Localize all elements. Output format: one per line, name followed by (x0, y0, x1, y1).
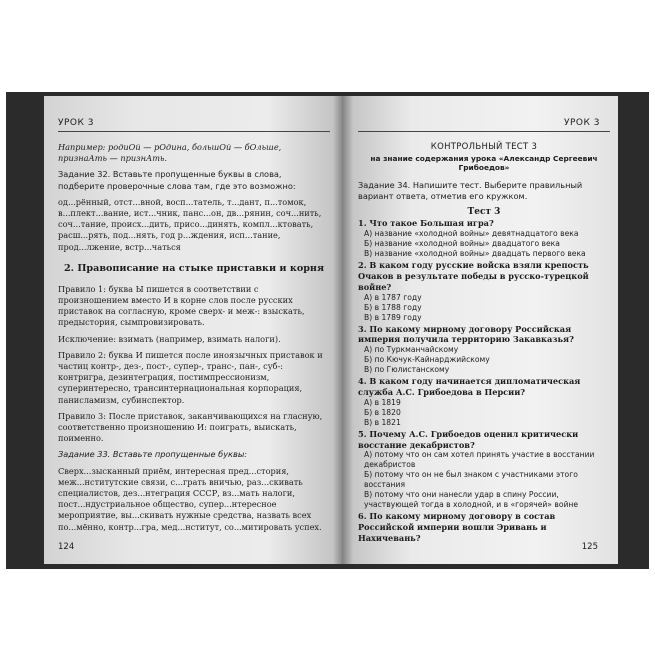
answer-option[interactable]: В) название «холодной войны» двадцать первого века (364, 249, 586, 259)
left-page-number: 124 (58, 542, 75, 552)
answer-option[interactable]: В) по Гюлистанскому (364, 365, 450, 375)
question-block (358, 511, 610, 543)
rule-2: Правило 2: буква И пишется после иноязычных приставок и частиц контр-, дез-, пост-, супер-, транс-, пан-, суб-: контригра, дезинтеграция, постимпрессионизм, суперинтересно, трансинтернациональная корпорация, панисламизм, субинспектор. (58, 349, 323, 405)
right-page (342, 96, 618, 564)
answer-option[interactable]: Б) в 1788 году (364, 302, 422, 312)
left-page-header: УРОК 3 (58, 118, 330, 132)
question: 6. По какому мирному договору в состав Российской империи вошли Эривань и Нахичевань? (358, 511, 556, 543)
task-33-instruction: Задание 33. Вставьте пропущенные буквы: (58, 449, 248, 460)
answer-option[interactable]: В) в 1789 году (364, 312, 422, 322)
example-text: Например: родиОй — рОдина, большОй — бОльше, признаАть — признАть. (58, 142, 282, 164)
answer-option[interactable]: А) в 1819 (364, 397, 401, 407)
question-block (358, 218, 610, 259)
right-page-header: УРОК 3 (358, 118, 610, 132)
answer-option[interactable]: А) потому что он сам хотел принять участие в восстании декабристов (364, 450, 595, 470)
question-block (358, 376, 610, 428)
answer-option[interactable]: Б) по Кючук-Кайнарджийскому (364, 355, 490, 365)
rule-1-exception: Исключение: взимать (например, взимать налоги). (58, 333, 281, 344)
section-2-heading: 2. Правописание на стыке приставки и корня (64, 262, 325, 274)
question: 2. В каком году русские войска взяли крепость Очаков в результате победы в русско-турецкой войне? (358, 260, 589, 292)
task-34-instruction: Задание 34. Напишите тест. Выберите правильный вариант ответа, отметив его кружком. (358, 180, 583, 202)
answer-option[interactable]: А) название «холодной войны» девятнадцатого века (364, 229, 579, 239)
rule-3: Правило 3: После приставок, заканчивающихся на гласную, соответственно произношению И: поиграть, выискать, поименно. (58, 410, 323, 444)
question: 4. В каком году начинается дипломатическая служба А.С. Грибоедова в Персии? (358, 376, 581, 397)
task-32-instruction: Задание 32. Вставьте пропущенные буквы в слова, подберите проверочные слова там, где это возможно: (58, 169, 296, 191)
question: 5. Почему А.С. Грибоедов оценил критически восстание декабристов? (358, 428, 579, 450)
question-block (358, 429, 610, 511)
answer-option[interactable]: Б) в 1820 (364, 407, 401, 417)
question-block (358, 260, 610, 322)
question: 3. По какому мирному договору Российская империя получила территорию Закавказья? (358, 323, 574, 345)
answer-option[interactable]: А) в 1787 году (364, 292, 422, 302)
task-33-text: Сверх...зысканный приём, интересная пред...стория, меж...нститутские связи, с...грать вничью, раз...скивать специалистов, дез...нтеграция СССР, вз...мать налоги, пост...ндустриальное общество, супер...нтересное мероприятие, вы...скивать нужные средства, назвать всех по...мённо, контр...гра, мед...нститут, со...митировать успех. (58, 465, 322, 532)
test-label: Тест 3 (467, 207, 501, 218)
answer-option[interactable]: Б) название «холодной войны» двадцатого века (364, 239, 560, 249)
answer-option[interactable]: Б) потому что он не был знаком с участниками этого восстания (364, 470, 578, 490)
answer-option[interactable]: В) потому что они нанесли удар в спину России, участвующей тогда в холодной, и в «горячей» войне (364, 490, 579, 510)
answer-option[interactable]: В) в 1821 (364, 417, 401, 427)
right-page-number: 125 (581, 542, 598, 552)
rule-1: Правило 1: буква Ы пишется в соответствии с произношением вместо И в корне слов после русских приставок на согласную, кроме сверх- и меж-: взыскать, предыстория, сымпровизировать. (58, 283, 305, 328)
test-subtitle: на знание содержания урока «Александр Сергеевич Грибоедов» (370, 154, 598, 172)
question: 1. Что такое Большая игра? (358, 218, 494, 229)
left-page (44, 96, 342, 564)
task-32-words: од...рённый, отст...вной, восп...татель, т...дант, п...томок, в...плект...вание, ист...чник, панс...он, дв...рянин, соч...нить, соч...тание, происх...дить, присо...динять, компл...ктовать, расш...рять, под...нять, год р...ждения, исп...тание, прод...лжение, встр...чаться (58, 196, 322, 252)
question-block (358, 324, 610, 376)
answer-option[interactable]: А) по Туркманчайскому (364, 345, 459, 355)
test-title: КОНТРОЛЬНЫЙ ТЕСТ 3 (430, 142, 538, 152)
